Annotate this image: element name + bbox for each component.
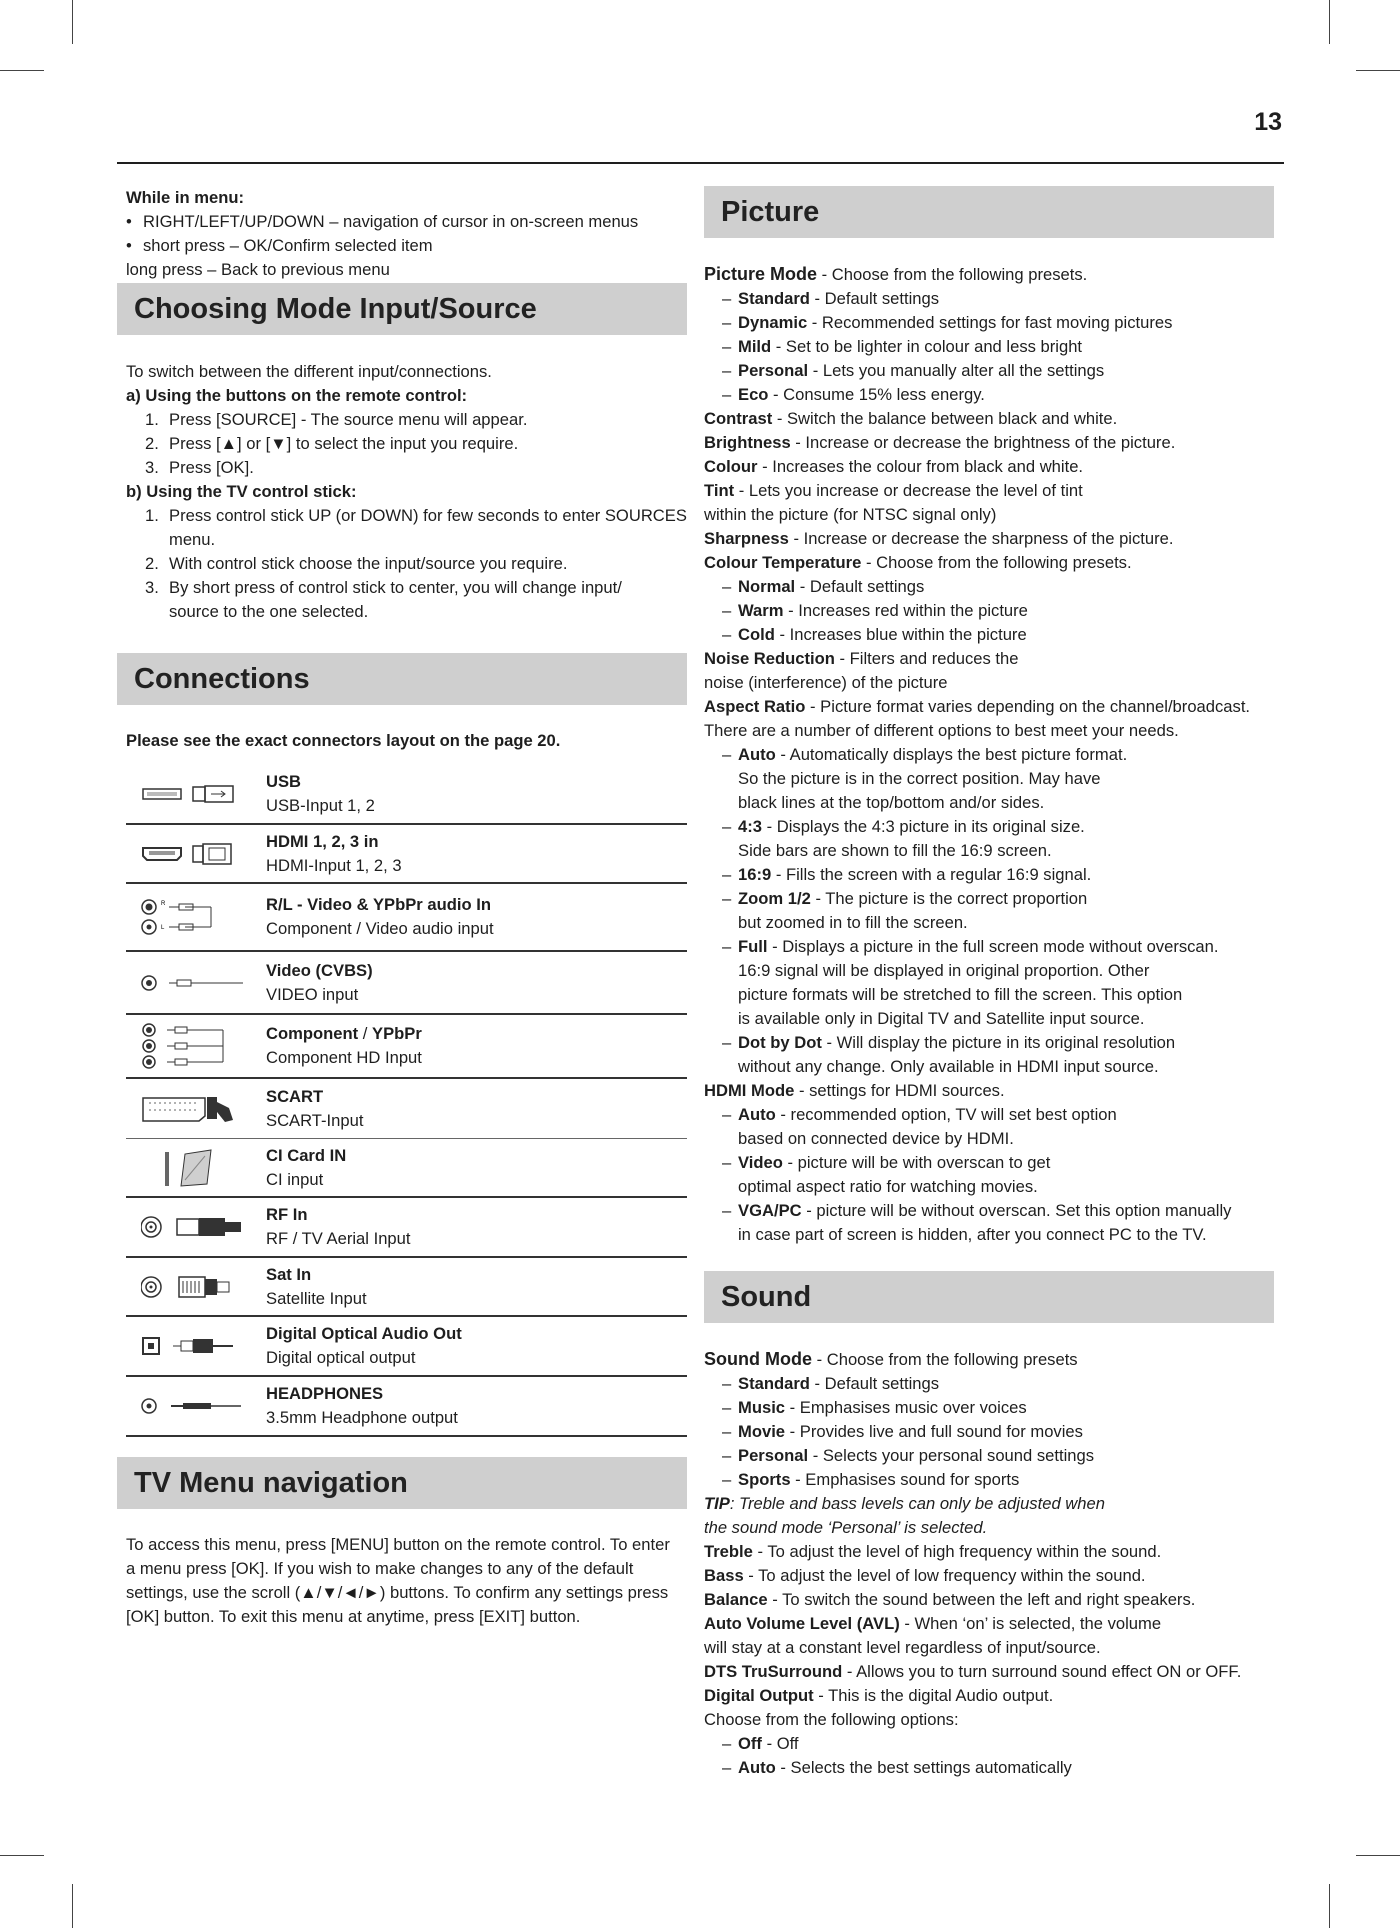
setting-sharpness: Sharpness - Increase or decrease the sharpness of the picture. xyxy=(704,529,1174,548)
setting-balance: Balance - To switch the sound between the left and right speakers. xyxy=(704,1590,1196,1609)
crop-mark xyxy=(72,1884,73,1928)
connections-note: Please see the exact connectors layout on the page 20. xyxy=(126,731,561,750)
connection-label xyxy=(266,1203,687,1251)
crop-mark xyxy=(0,70,44,71)
connection-title: Video (CVBS) xyxy=(266,960,373,980)
section-header-choosing: Choosing Mode Input/Source xyxy=(117,283,687,335)
cvbs-connector-icon xyxy=(126,971,266,995)
setting-bass: Bass - To adjust the level of low frequency within the sound. xyxy=(704,1566,1146,1585)
left-column xyxy=(117,186,687,1629)
list-item: – Mild - Set to be lighter in colour and less bright xyxy=(722,337,1083,356)
list-item: 2. With control stick choose the input/source you require. xyxy=(145,554,568,573)
list-item-continuation: picture formats will be stretched to fill the screen. This option xyxy=(738,985,1183,1004)
list-item: – Dynamic - Recommended settings for fast moving pictures xyxy=(722,313,1173,332)
list-item: – Personal - Selects your personal sound settings xyxy=(722,1446,1095,1465)
rca-audio-connector-icon xyxy=(126,895,266,939)
list-item: – Zoom 1/2 - The picture is the correct proportion xyxy=(722,889,1088,908)
table-row xyxy=(126,1317,687,1377)
list-item-continuation: optimal aspect ratio for watching movies. xyxy=(738,1177,1038,1196)
list-item: – Standard - Default settings xyxy=(722,1374,940,1393)
svg-text:R: R xyxy=(161,901,166,907)
connections-body xyxy=(117,705,687,1437)
connection-label xyxy=(266,893,687,941)
table-row xyxy=(126,825,687,884)
hdmi-connector-icon xyxy=(126,841,266,867)
list-item-continuation: source to the one selected. xyxy=(169,602,369,621)
table-row xyxy=(126,1377,687,1437)
connection-label xyxy=(266,1144,687,1192)
paragraph-line: To access this menu, press [MENU] button on the remote control. To enter xyxy=(126,1535,670,1554)
setting-tint-cont: within the picture (for NTSC signal only) xyxy=(704,505,997,524)
connection-title: RF In xyxy=(266,1205,308,1224)
connections-table xyxy=(126,765,687,1437)
list-item: – Auto - Automatically displays the best picture format. xyxy=(722,745,1128,764)
list-item: – Sports - Emphasises sound for sports xyxy=(722,1470,1020,1489)
list-item-continuation: So the picture is in the correct position. May have xyxy=(738,769,1101,788)
setting-aspect-ratio: Aspect Ratio - Picture format varies depending on the channel/broadcast. xyxy=(704,697,1251,716)
connection-subtitle: USB-Input 1, 2 xyxy=(266,796,375,815)
choosing-intro: To switch between the different input/connections. xyxy=(126,362,492,381)
ci-card-icon xyxy=(126,1146,266,1190)
setting-digital-output-cont: Choose from the following options: xyxy=(704,1710,959,1729)
svg-text:L: L xyxy=(161,925,165,931)
rf-connector-icon xyxy=(126,1213,266,1241)
list-item: 3. Press [OK]. xyxy=(145,458,254,477)
list-item: 1. Press [SOURCE] - The source menu will appear. xyxy=(145,410,528,429)
table-row xyxy=(126,1198,687,1258)
connection-subtitle: RF / TV Aerial Input xyxy=(266,1229,411,1248)
choosing-a-heading: a) Using the buttons on the remote control: xyxy=(126,386,468,405)
list-item-continuation: without any change. Only available in HDMI input source. xyxy=(738,1057,1159,1076)
section-header-picture: Picture xyxy=(704,186,1274,238)
list-item-continuation: but zoomed in to fill the screen. xyxy=(738,913,968,932)
setting-noise-cont: noise (interference) of the picture xyxy=(704,673,948,692)
right-column xyxy=(704,186,1274,1780)
list-item: • short press – OK/Confirm selected item xyxy=(126,236,433,255)
picture-body xyxy=(704,238,1274,1247)
connection-title: HEADPHONES xyxy=(266,1384,384,1403)
list-item: – Full - Displays a picture in the full screen mode without overscan. xyxy=(722,937,1219,956)
section-header-tv-menu: TV Menu navigation xyxy=(117,1457,687,1509)
connection-subtitle: 3.5mm Headphone output xyxy=(266,1408,458,1427)
usb-connector-icon xyxy=(126,782,266,806)
list-item: – Music - Emphasises music over voices xyxy=(722,1398,1027,1417)
table-row xyxy=(126,1258,687,1317)
table-row xyxy=(126,765,687,825)
connection-subtitle: SCART-Input xyxy=(266,1110,364,1130)
connection-subtitle: Satellite Input xyxy=(266,1288,367,1308)
table-row xyxy=(126,1139,687,1198)
tip-text-cont: the sound mode ‘Personal’ is selected. xyxy=(704,1518,988,1537)
paragraph-line: settings, use the scroll (▲/▼/◄/►) buttons. To confirm any settings press xyxy=(126,1583,669,1602)
connection-label xyxy=(266,1085,687,1133)
connection-title: Component / YPbPr xyxy=(266,1024,422,1043)
connection-subtitle: VIDEO input xyxy=(266,984,359,1004)
table-row xyxy=(126,1015,687,1079)
section-header-sound: Sound xyxy=(704,1271,1274,1323)
setting-dts: DTS TruSurround - Allows you to turn surround sound effect ON or OFF. xyxy=(704,1662,1242,1681)
list-item: • RIGHT/LEFT/UP/DOWN – navigation of cursor in on-screen menus xyxy=(126,212,639,231)
menu-help-extra: long press – Back to previous menu xyxy=(126,260,390,279)
list-item: – Dot by Dot - Will display the picture in its original resolution xyxy=(722,1033,1176,1052)
list-item: – Eco - Consume 15% less energy. xyxy=(722,385,985,404)
list-item: – Warm - Increases red within the picture xyxy=(722,601,1028,620)
connection-label xyxy=(266,1322,687,1370)
table-row xyxy=(126,1079,687,1139)
connection-title: R/L - Video & YPbPr audio In xyxy=(266,895,491,914)
tip-text: TIP: Treble and bass levels can only be adjusted when xyxy=(704,1494,1105,1513)
list-item: – Cold - Increases blue within the picture xyxy=(722,625,1027,644)
paragraph-line: [OK] button. To exit this menu at anytime, press [EXIT] button. xyxy=(126,1607,581,1626)
table-row xyxy=(126,952,687,1015)
crop-mark xyxy=(72,0,73,44)
setting-aspect-cont: There are a number of different options to best meet your needs. xyxy=(704,721,1179,740)
crop-mark xyxy=(1356,70,1400,71)
menu-help-title: While in menu: xyxy=(126,188,244,207)
list-item-continuation: is available only in Digital TV and Satellite input source. xyxy=(738,1009,1145,1028)
setting-contrast: Contrast - Switch the balance between black and white. xyxy=(704,409,1118,428)
connection-label xyxy=(266,770,687,818)
header-rule xyxy=(117,162,1284,164)
connection-label xyxy=(266,830,687,878)
connection-label xyxy=(266,1382,687,1430)
paragraph-line: a menu press [OK]. If you wish to make changes to any of the default xyxy=(126,1559,634,1578)
list-item-continuation: menu. xyxy=(169,530,216,549)
list-item: – Normal - Default settings xyxy=(722,577,925,596)
choosing-body xyxy=(117,335,687,653)
setting-sound-mode: Sound Mode - Choose from the following presets xyxy=(704,1349,1078,1369)
scart-connector-icon xyxy=(126,1094,266,1124)
connection-subtitle: Component / Video audio input xyxy=(266,919,494,938)
list-item: – 16:9 - Fills the screen with a regular 16:9 signal. xyxy=(722,865,1092,884)
connection-title: Digital Optical Audio Out xyxy=(266,1324,462,1343)
list-item: – Auto - recommended option, TV will set best option xyxy=(722,1105,1117,1124)
list-item-continuation: in case part of screen is hidden, after you connect PC to the TV. xyxy=(738,1225,1207,1244)
connection-title: Sat In xyxy=(266,1264,312,1284)
tv-menu-body xyxy=(117,1509,687,1629)
list-item-continuation: Side bars are shown to fill the 16:9 screen. xyxy=(738,841,1052,860)
crop-mark xyxy=(1329,1884,1330,1928)
crop-mark xyxy=(0,1855,44,1856)
connection-title: HDMI 1, 2, 3 in xyxy=(266,831,379,851)
list-item: – Standard - Default settings xyxy=(722,289,940,308)
setting-brightness: Brightness - Increase or decrease the brightness of the picture. xyxy=(704,433,1176,452)
list-item: – Video - picture will be with overscan to get xyxy=(722,1153,1051,1172)
connection-title: USB xyxy=(266,772,302,791)
setting-colour: Colour - Increases the colour from black and white. xyxy=(704,457,1084,476)
headphone-jack-icon xyxy=(126,1394,266,1418)
sat-connector-icon xyxy=(126,1273,266,1301)
setting-avl: Auto Volume Level (AVL) - When ‘on’ is selected, the volume xyxy=(704,1614,1162,1633)
setting-treble: Treble - To adjust the level of high frequency within the sound. xyxy=(704,1542,1162,1561)
setting-noise-reduction: Noise Reduction - Filters and reduces the xyxy=(704,649,1019,668)
setting-hdmi-mode: HDMI Mode - settings for HDMI sources. xyxy=(704,1081,1005,1100)
section-header-connections: Connections xyxy=(117,653,687,705)
connection-subtitle: HDMI-Input 1, 2, 3 xyxy=(266,855,402,875)
menu-help xyxy=(117,186,687,283)
connection-subtitle: CI input xyxy=(266,1169,324,1189)
connection-label xyxy=(266,1022,687,1070)
setting-picture-mode: Picture Mode - Choose from the following presets. xyxy=(704,264,1088,284)
setting-colour-temperature: Colour Temperature - Choose from the following presets. xyxy=(704,553,1132,572)
connection-label xyxy=(266,1263,687,1311)
connection-title: SCART xyxy=(266,1086,324,1106)
list-item-continuation: 16:9 signal will be displayed in original proportion. Other xyxy=(738,961,1150,980)
setting-avl-cont: will stay at a constant level regardless of input/source. xyxy=(704,1638,1101,1657)
list-item-continuation: based on connected device by HDMI. xyxy=(738,1129,1014,1148)
list-item: – Auto - Selects the best settings automatically xyxy=(722,1758,1072,1777)
setting-digital-output: Digital Output - This is the digital Audio output. xyxy=(704,1686,1054,1705)
setting-tint: Tint - Lets you increase or decrease the level of tint xyxy=(704,481,1083,500)
connection-label xyxy=(266,959,687,1007)
list-item: – Off - Off xyxy=(722,1734,799,1753)
sound-body xyxy=(704,1323,1274,1780)
crop-mark xyxy=(1356,1855,1400,1856)
list-item: – VGA/PC - picture will be without overscan. Set this option manually xyxy=(722,1201,1232,1220)
list-item: – 4:3 - Displays the 4:3 picture in its original size. xyxy=(722,817,1085,836)
page-number: 13 xyxy=(1254,108,1282,136)
choosing-b-heading: b) Using the TV control stick: xyxy=(126,482,357,501)
table-row xyxy=(126,884,687,952)
component-connector-icon xyxy=(126,1022,266,1070)
connection-title: CI Card IN xyxy=(266,1145,347,1165)
list-item: 3. By short press of control stick to center, you will change input/ xyxy=(145,578,622,597)
optical-connector-icon xyxy=(126,1334,266,1358)
list-item: 2. Press [▲] or [▼] to select the input you require. xyxy=(145,434,519,453)
list-item: 1. Press control stick UP (or DOWN) for few seconds to enter SOURCES xyxy=(145,506,687,525)
connection-subtitle: Component HD Input xyxy=(266,1048,422,1067)
list-item-continuation: black lines at the top/bottom and/or sides. xyxy=(738,793,1045,812)
connection-subtitle: Digital optical output xyxy=(266,1348,416,1367)
list-item: – Personal - Lets you manually alter all the settings xyxy=(722,361,1105,380)
crop-mark xyxy=(1329,0,1330,44)
list-item: – Movie - Provides live and full sound for movies xyxy=(722,1422,1083,1441)
